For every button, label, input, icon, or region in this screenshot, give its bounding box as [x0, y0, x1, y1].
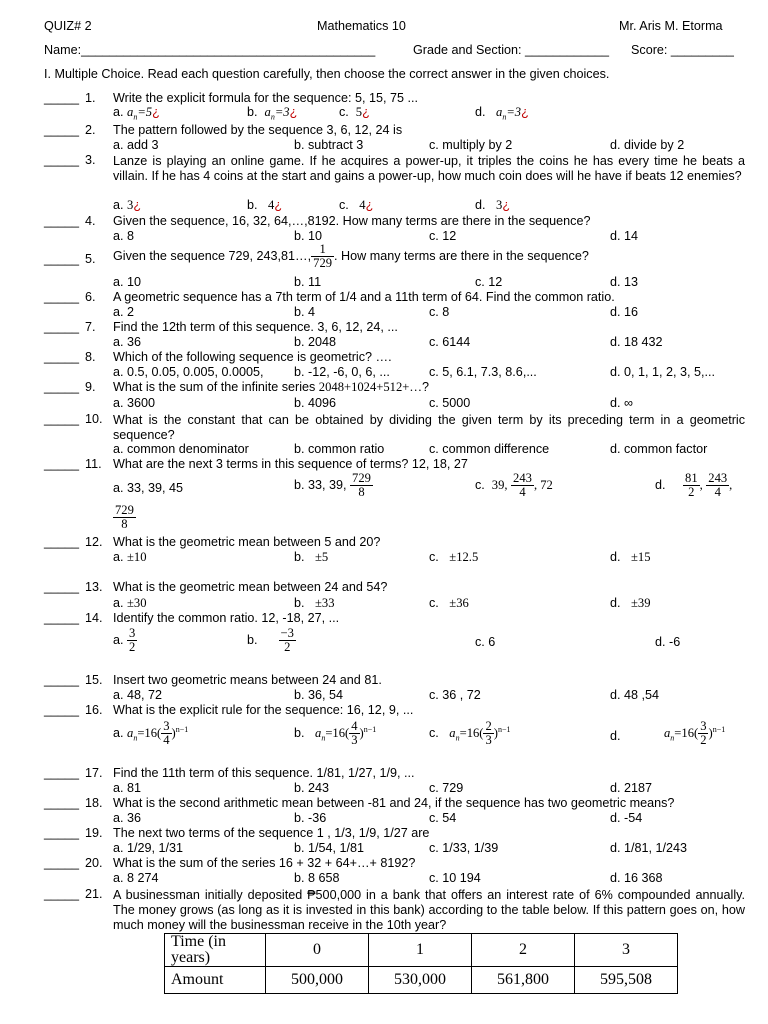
choice-b: b. -36	[294, 811, 327, 825]
choice-c: c. 729	[429, 781, 464, 795]
choice-d: d. common factor	[610, 442, 708, 456]
choice-letter: b. 33, 39,	[294, 478, 347, 493]
table-cell: 595,508	[575, 967, 678, 994]
choice-c: c. 10 194	[429, 871, 481, 885]
question-number: 14.	[85, 611, 103, 625]
choice-d: d. 0, 1, 1, 2, 3, 5,...	[610, 365, 716, 379]
comma: ,	[729, 478, 733, 493]
fraction: $\frac{3}{4}$	[163, 719, 170, 748]
choice-b: b. 4096	[294, 396, 337, 410]
plus-minus-value: ±5	[315, 550, 329, 564]
choice-a: a. 8 274	[113, 871, 159, 885]
choice-b: b. -12, -6, 0, 6, ...	[294, 365, 390, 379]
answer-blank[interactable]: _____	[44, 766, 80, 780]
choice-d-letter: d.	[610, 729, 621, 743]
answer-blank[interactable]: _____	[44, 611, 80, 625]
question-number: 10.	[85, 412, 103, 426]
question-number: 6.	[85, 290, 96, 304]
formula-an: $a_n=16$(	[127, 726, 162, 743]
question-text: Write the explicit formula for the sequence: 5, 15, 75 ...	[113, 91, 418, 105]
question-number: 13.	[85, 580, 103, 594]
question-text: Insert two geometric means between 24 and 81.	[113, 673, 382, 687]
choice-d	[475, 106, 529, 122]
inverted-question-mark: ¿	[289, 105, 298, 119]
answer-blank[interactable]: _____	[44, 673, 80, 687]
question-number: 2.	[85, 123, 96, 137]
formula-an: $a_n=3$	[496, 105, 522, 122]
choice-letter: d.	[475, 198, 486, 212]
choice-a: a. add 3	[113, 138, 159, 152]
paren-close: )	[359, 726, 364, 741]
choice-b: b. 36, 54	[294, 688, 344, 702]
choice-c: c. 54	[429, 811, 457, 825]
choice-d: d. 2187	[610, 781, 653, 795]
plus-minus-value: ±10	[127, 550, 147, 564]
choice-letter: d.	[475, 105, 486, 119]
question-number: 17.	[85, 766, 103, 780]
choice-b: b. 2048	[294, 335, 337, 349]
comma: ,	[699, 478, 703, 493]
choice-d: d. 1/81, 1/243	[610, 841, 688, 855]
formula-an: $a_n=3$	[264, 105, 290, 122]
choice-b: b. 11	[294, 275, 322, 289]
choice-c: c. ±36	[429, 596, 469, 610]
choice-c: c. 5000	[429, 396, 471, 410]
question-text	[113, 243, 589, 270]
exponent: n−1	[712, 724, 726, 734]
term-value: 39,	[491, 478, 508, 493]
choice-c: c. 1/33, 1/39	[429, 841, 499, 855]
question-text: Lanze is playing an online game. If he acquires a power-up, it triples the coins he has every time he beats a villain. If he has 4 coins at the start and gains a power-up, how much coin does will he have if beats 12 enemies?	[113, 154, 745, 184]
question-text: A businessman initially deposited ₱500,000 in a bank that offers an interest rate of 6% compounded annually. The money grows (as long as it is invested in this bank) according to the table below. If this pattern goes on, how much money will the businessman receive in the 10th year?	[113, 888, 745, 933]
choice-a: a. 81	[113, 781, 142, 795]
choice-d: d. 13	[610, 275, 639, 289]
choice-c: c. 5, 6.1, 7.3, 8.6,...	[429, 365, 537, 379]
question-number: 21.	[85, 887, 103, 901]
choice-d-continued	[113, 504, 136, 531]
question-text: What are the next 3 terms in this sequence of terms? 12, 18, 27	[113, 457, 468, 471]
answer-blank[interactable]: _____	[44, 153, 80, 167]
choice-b: b. 4	[294, 305, 316, 319]
choice-c: c. multiply by 2	[429, 138, 513, 152]
inverted-question-mark: ¿	[521, 105, 529, 119]
question-number: 9.	[85, 380, 96, 394]
question-number: 4.	[85, 214, 96, 228]
formula-an: $a_n=16$(	[664, 726, 699, 743]
choice-a: a. 48, 72	[113, 688, 163, 702]
table-cell: 3	[575, 934, 678, 967]
answer-blank[interactable]: _____	[44, 350, 80, 364]
amount-table	[164, 933, 678, 994]
table-cell: 0	[266, 934, 369, 967]
fraction: $\frac{3}{2}$	[700, 719, 707, 748]
answer-blank[interactable]: _____	[44, 290, 80, 304]
term-value: , 72	[533, 478, 553, 493]
formula-an: $a_n=5$	[127, 105, 153, 122]
choice-a: a. 2	[113, 305, 135, 319]
choice-c: c. common difference	[429, 442, 550, 456]
choice-c: c. 12	[429, 229, 457, 243]
fraction: $\frac{3}{2}$	[129, 626, 136, 655]
choice-a: a. ±10	[113, 550, 147, 564]
question-text: What is the constant that can be obtained by dividing the given term by its preceding term in a geometric sequence?	[113, 413, 745, 443]
choice-c: c. ±12.5	[429, 550, 479, 564]
paren-close: )	[493, 726, 498, 741]
table-row	[165, 967, 678, 994]
table-cell: 561,800	[472, 967, 575, 994]
question-number: 12.	[85, 535, 103, 549]
plus-minus-value: ±33	[315, 596, 335, 610]
answer-blank[interactable]: _____	[44, 252, 80, 266]
grade-section-field[interactable]: Grade and Section: ____________	[413, 43, 610, 57]
answer-blank[interactable]: _____	[44, 796, 80, 810]
choice-letter: b.	[247, 633, 258, 648]
formula-value: 4	[359, 198, 366, 212]
answer-blank[interactable]: _____	[44, 214, 80, 228]
plus-minus-value: ±30	[127, 596, 147, 610]
answer-blank[interactable]: _____	[44, 91, 80, 105]
choice-letter: b.	[247, 198, 258, 212]
inverted-question-mark: ¿	[502, 198, 511, 212]
fraction: $\frac{4}{3}$	[351, 719, 358, 748]
choice-letter: b.	[294, 726, 305, 741]
choice-d: d. ±39	[610, 596, 651, 610]
choice-a: a. 33, 39, 45	[113, 481, 184, 495]
choice-letter: a.	[113, 105, 124, 119]
choice-b	[294, 720, 376, 747]
plus-minus-value: ±36	[449, 596, 469, 610]
inverted-question-mark: ¿	[274, 198, 283, 212]
question-text-end: . How many terms are there in the sequence?	[334, 249, 589, 264]
choice-a	[113, 627, 137, 654]
question-text: Find the 12th term of this sequence. 3, 6, 12, 24, ...	[113, 320, 398, 334]
formula-value: 3	[496, 198, 503, 212]
question-number: 5.	[85, 252, 96, 266]
choice-a: a. 3600	[113, 396, 156, 410]
question-text-start: Given the sequence 729, 243,81…,	[113, 249, 312, 264]
choice-b: b. ±33	[294, 596, 335, 610]
inverted-question-mark: ¿	[365, 198, 374, 212]
instructions: I. Multiple Choice. Read each question carefully, then choose the correct answer in the given choices.	[44, 67, 610, 81]
exponent: n−1	[497, 724, 511, 734]
choice-a: a. 0.5, 0.05, 0.005, 0.0005,	[113, 365, 264, 379]
choice-b	[294, 472, 373, 499]
series-expression: 2048+1024+512+…	[318, 380, 422, 394]
fraction: $\frac{243}{4}$	[513, 471, 532, 500]
formula-an: $a_n=16$(	[449, 726, 484, 743]
formula-an: $a_n=16$(	[315, 726, 350, 743]
choice-d: d. divide by 2	[610, 138, 685, 152]
plus-minus-value: ±15	[631, 550, 651, 564]
choice-d: d. ±15	[610, 550, 651, 564]
choice-a: a. 36	[113, 335, 142, 349]
choice-d	[475, 199, 510, 212]
choice-d: d. 14	[610, 229, 639, 243]
choice-d: d. 16 368	[610, 871, 663, 885]
name-field[interactable]: Name:__________________________________________	[44, 43, 376, 57]
subject-title: Mathematics 10	[317, 19, 406, 33]
choice-d: d. 16	[610, 305, 639, 319]
choice-letter: c.	[339, 105, 349, 119]
question-number: 3.	[85, 153, 96, 167]
question-number: 11.	[85, 457, 102, 471]
choice-b	[247, 199, 282, 212]
fraction: $\frac{1}{729}$	[313, 242, 333, 271]
table-cell: 530,000	[369, 967, 472, 994]
question-text: Which of the following sequence is geometric? ….	[113, 350, 392, 364]
fraction: $\frac{-3}{2}$	[280, 626, 294, 655]
formula-value: 4	[268, 198, 275, 212]
question-text: Given the sequence, 16, 32, 64,…,8192. How many terms are there in the sequence?	[113, 214, 591, 228]
question-number: 15.	[85, 673, 103, 687]
question-text	[113, 381, 429, 394]
question-text-end: ?	[421, 380, 429, 394]
choice-c	[339, 199, 373, 212]
question-number: 16.	[85, 703, 103, 717]
question-text: The pattern followed by the sequence 3, 6, 12, 24 is	[113, 123, 403, 137]
choice-b	[247, 106, 297, 122]
teacher-name: Mr. Aris M. Etorma	[619, 19, 723, 33]
question-text: What is the geometric mean between 24 and 54?	[113, 580, 388, 594]
choice-b: b. subtract 3	[294, 138, 364, 152]
choice-a: a. ±30	[113, 596, 147, 610]
choice-a: a. 36	[113, 811, 142, 825]
choice-d	[655, 472, 732, 499]
answer-blank[interactable]: _____	[44, 887, 80, 901]
question-number: 7.	[85, 320, 96, 334]
question-text: What is the geometric mean between 5 and 20?	[113, 535, 381, 549]
choice-a: a. 10	[113, 275, 142, 289]
question-text-start: What is the sum of the infinite series	[113, 380, 319, 394]
choice-b: b. ±5	[294, 550, 329, 564]
quiz-number: QUIZ# 2	[44, 19, 92, 33]
choice-d: d. 18 432	[610, 335, 663, 349]
paren-close: )	[708, 726, 713, 741]
table-header-cell: Amount	[165, 967, 266, 994]
formula-value: 3	[127, 198, 134, 212]
question-text: What is the second arithmetic mean between -81 and 24, if the sequence has two geometric means?	[113, 796, 675, 810]
choice-letter: a.	[113, 198, 124, 212]
question-text: Find the 11th term of this sequence. 1/81, 1/27, 1/9, ...	[113, 766, 415, 780]
question-number: 1.	[85, 91, 96, 105]
question-number: 8.	[85, 350, 96, 364]
choice-b: b. 8 658	[294, 871, 340, 885]
choice-b: b. 10	[294, 229, 323, 243]
question-number: 18.	[85, 796, 103, 810]
choice-b: b. 243	[294, 781, 330, 795]
choice-letter: a.	[113, 726, 124, 741]
fraction: $\frac{729}{8}$	[352, 471, 371, 500]
choice-a: a. 8	[113, 229, 135, 243]
choice-c: c. 6144	[429, 335, 471, 349]
choice-d: d. ∞	[610, 396, 633, 410]
question-text: What is the sum of the series 16 + 32 + 64+…+ 8192?	[113, 856, 416, 870]
choice-a	[113, 199, 141, 212]
fraction: $\frac{81}{2}$	[685, 471, 698, 500]
table-cell: 500,000	[266, 967, 369, 994]
choice-c: c. 6	[475, 635, 496, 649]
question-text: The next two terms of the sequence 1 , 1/3, 1/9, 1/27 are	[113, 826, 430, 840]
choice-b	[247, 627, 296, 654]
choice-b: b. common ratio	[294, 442, 385, 456]
choice-letter: c.	[339, 198, 349, 212]
choice-c: c. 12	[475, 275, 503, 289]
answer-blank[interactable]: _____	[44, 380, 80, 394]
plus-minus-value: ±39	[631, 596, 651, 610]
answer-blank[interactable]: _____	[44, 123, 80, 137]
answer-blank[interactable]: _____	[44, 320, 80, 334]
choice-c	[475, 472, 553, 499]
choice-a: a. common denominator	[113, 442, 249, 456]
choice-a: a. 1/29, 1/31	[113, 841, 184, 855]
answer-blank[interactable]: _____	[44, 826, 80, 840]
answer-blank[interactable]: _____	[44, 580, 80, 594]
fraction: $\frac{729}{8}$	[115, 503, 134, 532]
choice-c: c. 36 , 72	[429, 688, 481, 702]
choice-letter: b.	[247, 105, 258, 119]
answer-blank[interactable]: _____	[44, 856, 80, 870]
choice-c: c. 8	[429, 305, 450, 319]
table-header-cell: Time (in years)	[165, 934, 266, 967]
table-row	[165, 934, 678, 967]
question-number: 20.	[85, 856, 103, 870]
choice-d: d. 48 ,54	[610, 688, 660, 702]
choice-a	[113, 720, 188, 747]
choice-d: d. -6	[655, 635, 681, 649]
choice-d	[664, 720, 725, 747]
question-text: What is the explicit rule for the sequence: 16, 12, 9, ...	[113, 703, 414, 717]
inverted-question-mark: ¿	[152, 105, 160, 119]
choice-letter: c.	[429, 726, 439, 741]
plus-minus-value: ±12.5	[449, 550, 479, 564]
answer-blank[interactable]: _____	[44, 457, 80, 471]
paren-close: )	[171, 726, 176, 741]
answer-blank[interactable]: _____	[44, 535, 80, 549]
question-text: Identify the common ratio. 12, -18, 27, ...	[113, 611, 340, 625]
question-number: 19.	[85, 826, 103, 840]
choice-c	[339, 106, 370, 119]
fraction: $\frac{2}{3}$	[485, 719, 492, 748]
table-cell: 1	[369, 934, 472, 967]
fraction: $\frac{243}{4}$	[708, 471, 728, 500]
answer-blank[interactable]: _____	[44, 412, 80, 426]
exponent: n−1	[175, 724, 189, 734]
answer-blank[interactable]: _____	[44, 703, 80, 717]
choice-c	[429, 720, 511, 747]
choice-letter: a.	[113, 633, 124, 648]
exponent: n−1	[363, 724, 377, 734]
choice-d: d. -54	[610, 811, 643, 825]
choice-b: b. 1/54, 1/81	[294, 841, 365, 855]
formula-value: 5	[355, 105, 363, 119]
table-cell: 2	[472, 934, 575, 967]
choice-letter: c.	[475, 478, 485, 493]
inverted-question-mark: ¿	[362, 105, 370, 119]
choice-letter: d.	[655, 478, 666, 493]
choice-a	[113, 106, 160, 122]
score-field[interactable]: Score: _________	[631, 43, 734, 57]
inverted-question-mark: ¿	[133, 198, 142, 212]
question-text: A geometric sequence has a 7th term of 1/4 and a 11th term of 64. Find the common ratio.	[113, 290, 615, 304]
